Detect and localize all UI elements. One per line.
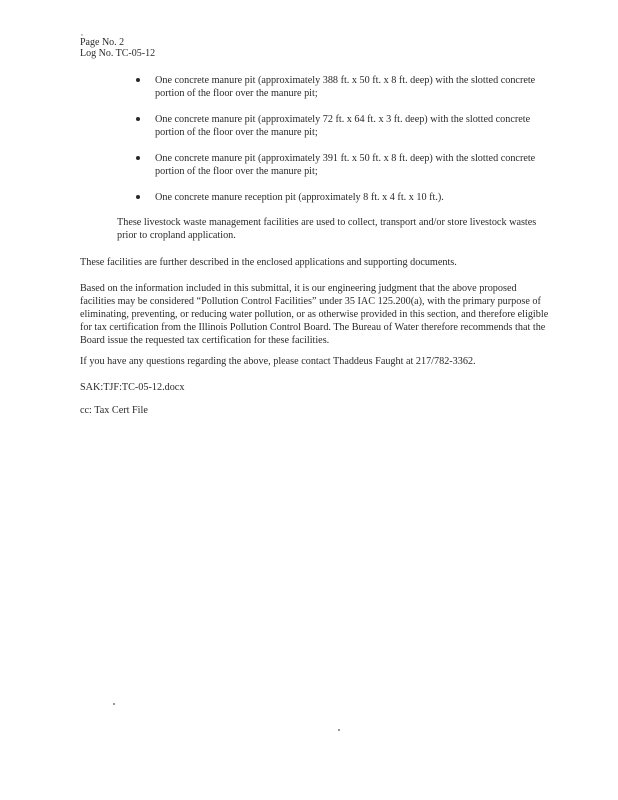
log-number: Log No. TC-05-12	[80, 48, 156, 59]
page-number: Page No. 2	[80, 37, 125, 48]
list-item-text: One concrete manure pit (approximately 391 ft. x 50 ft. x 8 ft. deep) with the slotted concrete portion of the floor over the manure pit;	[155, 153, 536, 177]
contact-paragraph: If you have any questions regarding the above, please contact Thaddeus Faught at 217/782-3362.	[80, 356, 476, 367]
reference-initials: SAK:TJF:TC-05-12.docx	[80, 382, 185, 393]
bullet-icon	[136, 156, 140, 160]
cc-line: cc: Tax Cert File	[80, 405, 148, 416]
list-item-text: One concrete manure reception pit (approximately 8 ft. x 4 ft. x 10 ft.).	[155, 192, 444, 203]
list-item-text: One concrete manure pit (approximately 72 ft. x 64 ft. x 3 ft. deep) with the slotted concrete portion of the floor over the manure pit;	[155, 114, 531, 138]
list-item	[136, 74, 556, 100]
facilities-purpose-paragraph: These livestock waste management facilities are used to collect, transport and/or store livestock wastes prior to cropland application.	[117, 217, 537, 241]
list-item	[136, 152, 556, 178]
list-item	[136, 191, 556, 204]
bullet-icon	[136, 117, 140, 121]
list-item-text: One concrete manure pit (approximately 388 ft. x 50 ft. x 8 ft. deep) with the slotted concrete portion of the floor over the manure pit;	[155, 75, 536, 99]
described-paragraph: These facilities are further described in the enclosed applications and supporting documents.	[80, 257, 457, 268]
scan-speck	[113, 703, 115, 705]
bullet-icon	[136, 195, 140, 199]
page-header	[80, 37, 155, 59]
scan-mark: ,	[81, 28, 83, 37]
scan-speck	[338, 729, 340, 731]
bullet-icon	[136, 78, 140, 82]
judgment-paragraph: Based on the information included in this submittal, it is our engineering judgment that the above proposed facilities may be considered “Pollution Control Facilities” under 35 IAC 125.200(a), with the primary purpose of eliminating, preventing, or reducing water pollution, or as otherwise provided in this section, and therefore eligible for tax certification from the Illinois Pollution Control Board. The Bureau of Water therefore recommends that the Board issue the requested tax certification for these facilities.	[80, 283, 549, 346]
facility-list	[136, 74, 556, 217]
list-item	[136, 113, 556, 139]
